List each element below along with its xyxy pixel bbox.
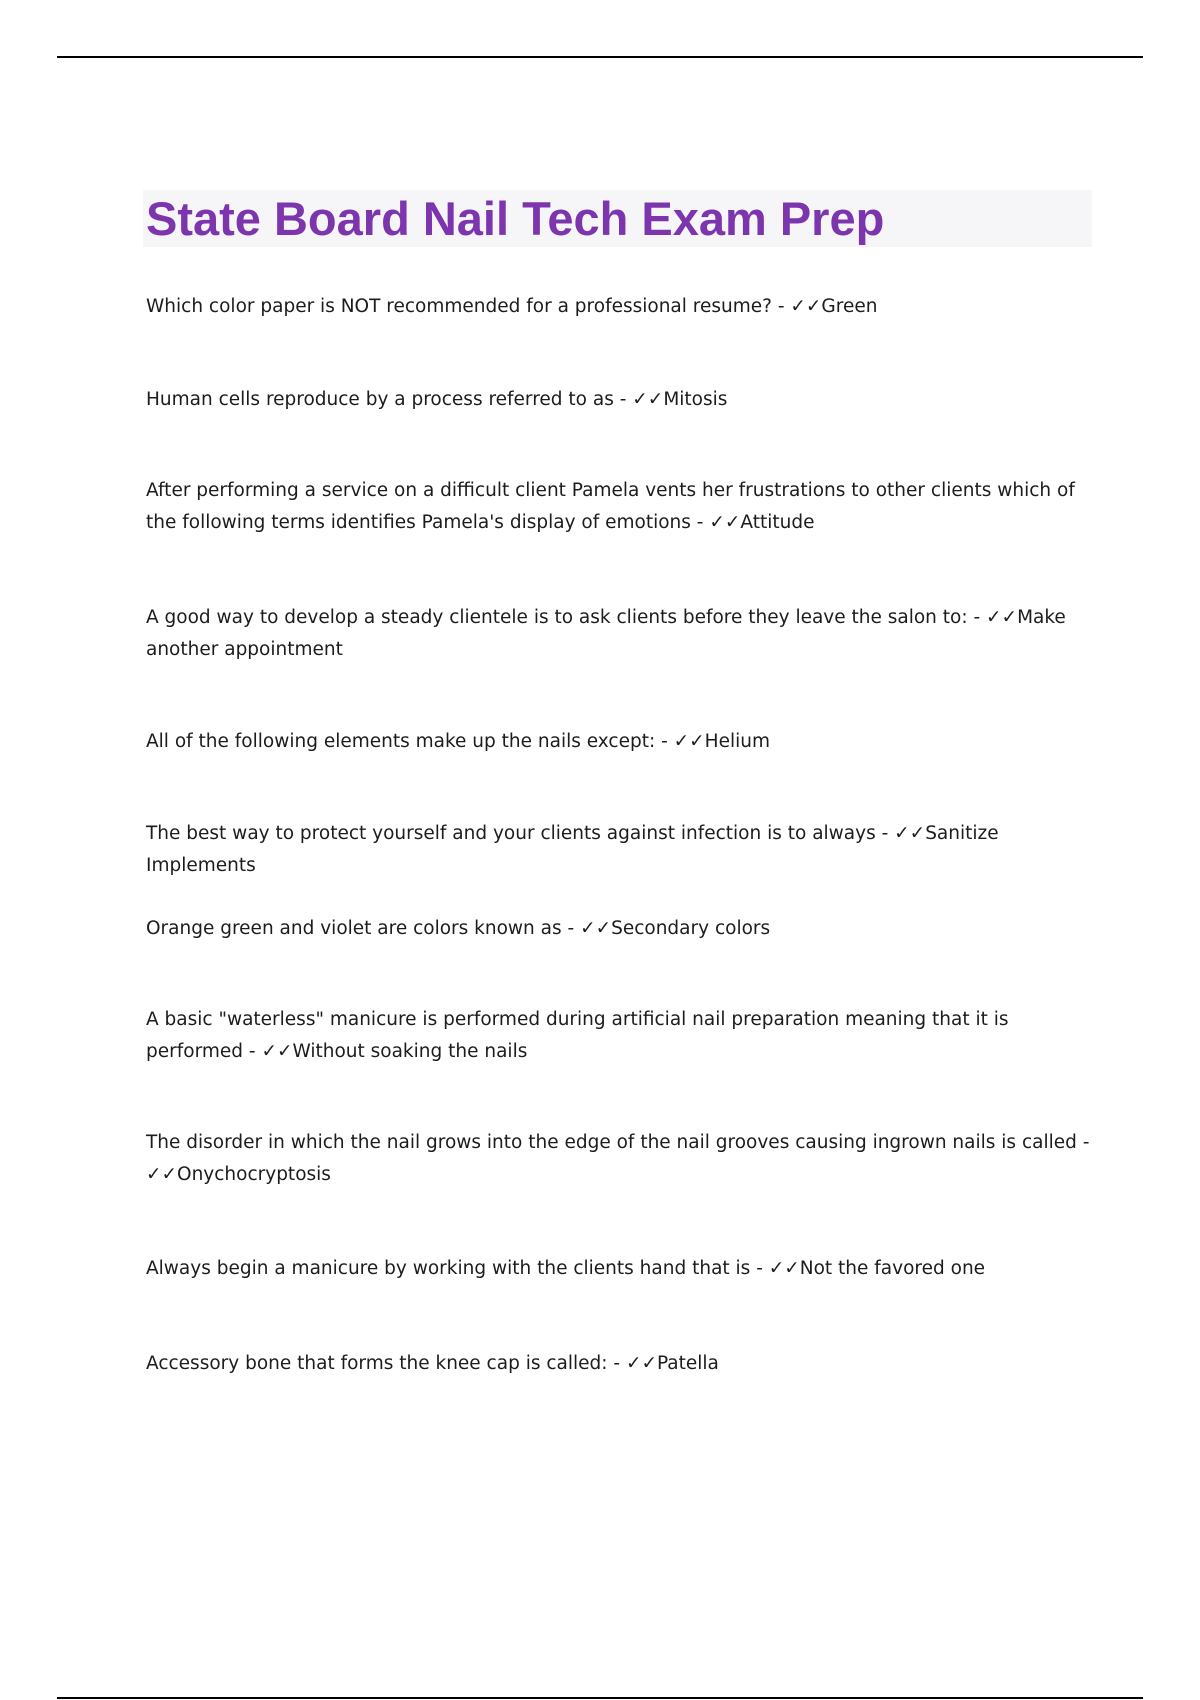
qa-item bbox=[146, 913, 1096, 945]
answer-text: Onychocryptosis bbox=[177, 1164, 331, 1185]
qa-item bbox=[146, 1004, 1096, 1068]
qa-item bbox=[146, 1127, 1096, 1191]
qa-item bbox=[146, 475, 1096, 539]
separator: - bbox=[1076, 1132, 1090, 1153]
answer-text: Attitude bbox=[740, 512, 815, 533]
separator: - bbox=[561, 918, 581, 939]
qa-item bbox=[146, 726, 1096, 758]
qa-item bbox=[146, 1348, 1096, 1380]
question-text: Always begin a manicure by working with the clients hand that is bbox=[146, 1258, 751, 1279]
question-text: Accessory bone that forms the knee cap is called: bbox=[146, 1353, 608, 1374]
check-icon: ✓✓ bbox=[146, 1164, 178, 1185]
question-text: Human cells reproduce by a process referred to as bbox=[146, 389, 614, 410]
separator: - bbox=[750, 1258, 769, 1279]
check-icon: ✓✓ bbox=[625, 1353, 657, 1374]
answer-text: Helium bbox=[704, 731, 770, 752]
separator: - bbox=[655, 731, 674, 752]
check-icon: ✓✓ bbox=[986, 607, 1018, 628]
qa-item bbox=[146, 818, 1096, 882]
answer-text: Mitosis bbox=[663, 389, 728, 410]
document-title: State Board Nail Tech Exam Prep bbox=[146, 192, 885, 245]
top-rule bbox=[57, 56, 1143, 58]
question-text: A good way to develop a steady clientele is to ask clients before they leave the salon to: bbox=[146, 607, 968, 628]
question-text: After performing a service on a difficult client Pamela vents her frustrations to other clients which of the following terms identifies Pamela's display of emotions bbox=[146, 480, 1075, 533]
qa-item bbox=[146, 1253, 1096, 1285]
question-text: The disorder in which the nail grows into the edge of the nail grooves causing ingrown nails is called bbox=[146, 1132, 1077, 1153]
separator: - bbox=[607, 1353, 626, 1374]
answer-text: Sanitize Implements bbox=[146, 823, 999, 876]
qa-item bbox=[146, 291, 1096, 323]
question-text: A basic "waterless" manicure is performed during artificial nail preparation meaning that it is performed bbox=[146, 1009, 1009, 1062]
separator: - bbox=[613, 389, 633, 410]
qa-item bbox=[146, 384, 1096, 416]
check-icon: ✓✓ bbox=[709, 512, 741, 533]
question-text: Which color paper is NOT recommended for a professional resume? bbox=[146, 296, 772, 317]
qa-item bbox=[146, 602, 1096, 666]
separator: - bbox=[875, 823, 895, 844]
question-text: All of the following elements make up the nails except: bbox=[146, 731, 656, 752]
check-icon: ✓✓ bbox=[894, 823, 926, 844]
check-icon: ✓✓ bbox=[261, 1041, 293, 1062]
check-icon: ✓✓ bbox=[790, 296, 822, 317]
separator: - bbox=[243, 1041, 262, 1062]
answer-text: Not the favored one bbox=[799, 1258, 986, 1279]
separator: - bbox=[690, 512, 710, 533]
bottom-rule bbox=[57, 1697, 1143, 1699]
question-text: The best way to protect yourself and your clients against infection is to always bbox=[146, 823, 876, 844]
separator: - bbox=[771, 296, 791, 317]
answer-text: Green bbox=[821, 296, 878, 317]
check-icon: ✓✓ bbox=[768, 1258, 800, 1279]
separator: - bbox=[967, 607, 987, 628]
answer-text: Without soaking the nails bbox=[292, 1041, 528, 1062]
check-icon: ✓✓ bbox=[673, 731, 705, 752]
answer-text: Patella bbox=[656, 1353, 719, 1374]
answer-text: Make another appointment bbox=[146, 607, 1066, 660]
question-text: Orange green and violet are colors known as bbox=[146, 918, 562, 939]
check-icon: ✓✓ bbox=[632, 389, 664, 410]
check-icon: ✓✓ bbox=[580, 918, 612, 939]
answer-text: Secondary colors bbox=[611, 918, 771, 939]
